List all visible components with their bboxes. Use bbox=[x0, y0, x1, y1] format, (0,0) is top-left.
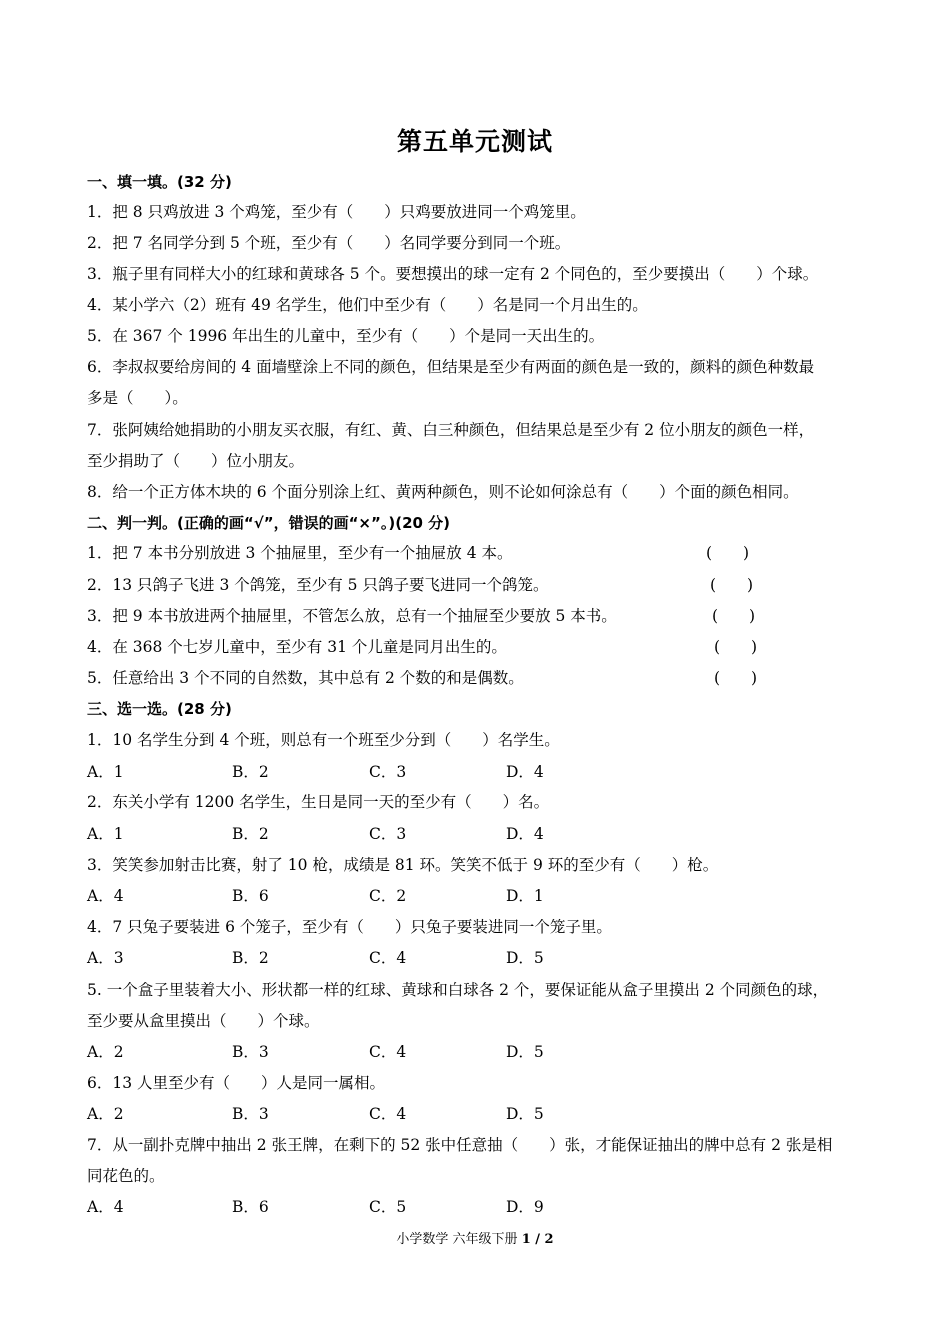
choice-1-option-b: B．2 bbox=[232, 763, 269, 781]
choice-5-option-d: D．5 bbox=[506, 1043, 544, 1061]
choice-6-option-c: C．4 bbox=[369, 1105, 407, 1123]
choice-5-option-c: C．4 bbox=[369, 1043, 407, 1061]
choice-1-option-a: A．1 bbox=[87, 763, 124, 781]
page-footer bbox=[0, 1228, 950, 1247]
choice-question-6: 6．13 人里至少有（ ）人是同一属相。 bbox=[87, 1074, 386, 1092]
choice-4-option-d: D．5 bbox=[506, 949, 544, 967]
section3-heading: 三、选一选。(28 分) bbox=[87, 700, 232, 718]
judge-question-2: 2．13 只鸽子飞进 3 个鸽笼，至少有 5 只鸽子要飞进同一个鸽笼。 bbox=[87, 576, 549, 594]
choice-7-option-a: A．4 bbox=[87, 1198, 124, 1216]
fill-question-5: 5．在 367 个 1996 年出生的儿童中，至少有（ ）个是同一天出生的。 bbox=[87, 327, 605, 345]
fill-question-7-line1: 7．张阿姨给她捐助的小朋友买衣服，有红、黄、白三种颜色，但结果总是至少有 2 位小朋友的颜色一样， bbox=[87, 421, 815, 439]
choice-question-1: 1．10 名学生分到 4 个班，则总有一个班至少分到（ ）名学生。 bbox=[87, 731, 560, 749]
judge-answer-blank-4: ( ) bbox=[714, 638, 758, 656]
choice-question-4: 4．7 只兔子要装进 6 个笼子，至少有（ ）只兔子要装进同一个笼子里。 bbox=[87, 918, 612, 936]
choice-1-option-c: C．3 bbox=[369, 763, 407, 781]
choice-2-option-b: B．2 bbox=[232, 825, 269, 843]
choice-question-7-line2: 同花色的。 bbox=[87, 1167, 165, 1185]
judge-question-5: 5．任意给出 3 个不同的自然数，其中总有 2 个数的和是偶数。 bbox=[87, 669, 524, 687]
footer-course-label: 小学数学 六年级下册 bbox=[396, 1232, 518, 1247]
choice-4-option-a: A．3 bbox=[87, 949, 124, 967]
choice-5-option-a: A．2 bbox=[87, 1043, 124, 1061]
choice-4-option-b: B．2 bbox=[232, 949, 269, 967]
fill-question-1: 1．把 8 只鸡放进 3 个鸡笼，至少有（ ）只鸡要放进同一个鸡笼里。 bbox=[87, 203, 586, 221]
choice-1-option-d: D．4 bbox=[506, 763, 544, 781]
judge-question-1: 1．把 7 本书分别放进 3 个抽屉里，至少有一个抽屉放 4 本。 bbox=[87, 544, 513, 562]
choice-6-option-b: B．3 bbox=[232, 1105, 269, 1123]
choice-2-option-c: C．3 bbox=[369, 825, 407, 843]
fill-question-3: 3．瓶子里有同样大小的红球和黄球各 5 个。要想摸出的球一定有 2 个同色的，至少要摸出（ ）个球。 bbox=[87, 265, 819, 283]
judge-answer-blank-1: ( ) bbox=[706, 544, 750, 562]
choice-5-option-b: B．3 bbox=[232, 1043, 269, 1061]
fill-question-6-line2: 多是（ ）。 bbox=[87, 389, 188, 407]
fill-question-8: 8．给一个正方体木块的 6 个面分别涂上红、黄两种颜色，则不论如何涂总有（ ）个面的颜色相同。 bbox=[87, 483, 799, 501]
choice-question-5-line2: 至少要从盒里摸出（ ）个球。 bbox=[87, 1012, 320, 1030]
choice-4-option-c: C．4 bbox=[369, 949, 407, 967]
judge-answer-blank-5: ( ) bbox=[714, 669, 758, 687]
fill-question-4: 4．某小学六（2）班有 49 名学生，他们中至少有（ ）名是同一个月出生的。 bbox=[87, 296, 648, 314]
choice-6-option-d: D．5 bbox=[506, 1105, 544, 1123]
page-title: 第五单元测试 bbox=[396, 127, 553, 156]
page-number: 1 / 2 bbox=[521, 1232, 554, 1247]
choice-2-option-a: A．1 bbox=[87, 825, 124, 843]
fill-question-7-line2: 至少捐助了（ ）位小朋友。 bbox=[87, 452, 305, 470]
choice-3-option-b: B．6 bbox=[232, 887, 269, 905]
choice-6-option-a: A．2 bbox=[87, 1105, 124, 1123]
section2-heading: 二、判一判。(正确的画“√”，错误的画“×”。)(20 分) bbox=[87, 514, 451, 532]
judge-question-4: 4．在 368 个七岁儿童中，至少有 31 个儿童是同月出生的。 bbox=[87, 638, 507, 656]
choice-7-option-d: D．9 bbox=[506, 1198, 544, 1216]
choice-3-option-d: D．1 bbox=[506, 887, 544, 905]
choice-7-option-c: C．5 bbox=[369, 1198, 407, 1216]
judge-answer-blank-2: ( ) bbox=[710, 576, 754, 594]
choice-question-3: 3．笑笑参加射击比赛，射了 10 枪，成绩是 81 环。笑笑不低于 9 环的至少有（ ）枪。 bbox=[87, 856, 719, 874]
fill-question-2: 2．把 7 名同学分到 5 个班，至少有（ ）名同学要分到同一个班。 bbox=[87, 234, 571, 252]
fill-question-6-line1: 6．李叔叔要给房间的 4 面墙壁涂上不同的颜色，但结果是至少有两面的颜色是一致的，颜料的颜色种数最 bbox=[87, 358, 815, 376]
section1-heading: 一、填一填。(32 分) bbox=[87, 173, 232, 191]
choice-2-option-d: D．4 bbox=[506, 825, 544, 843]
choice-question-5-line1: 5. 一个盒子里装着大小、形状都一样的红球、黄球和白球各 2 个，要保证能从盒子里摸出 2 个同颜色的球， bbox=[87, 981, 829, 999]
choice-7-option-b: B．6 bbox=[232, 1198, 269, 1216]
judge-question-3: 3．把 9 本书放进两个抽屉里，不管怎么放，总有一个抽屉至少要放 5 本书。 bbox=[87, 607, 617, 625]
choice-question-2: 2．东关小学有 1200 名学生，生日是同一天的至少有（ ）名。 bbox=[87, 793, 550, 811]
judge-answer-blank-3: ( ) bbox=[712, 607, 756, 625]
choice-3-option-c: C．2 bbox=[369, 887, 407, 905]
choice-question-7-line1: 7．从一副扑克牌中抽出 2 张王牌，在剩下的 52 张中任意抽（ ）张，才能保证抽出的牌中总有 2 张是相 bbox=[87, 1136, 833, 1154]
choice-3-option-a: A．4 bbox=[87, 887, 124, 905]
